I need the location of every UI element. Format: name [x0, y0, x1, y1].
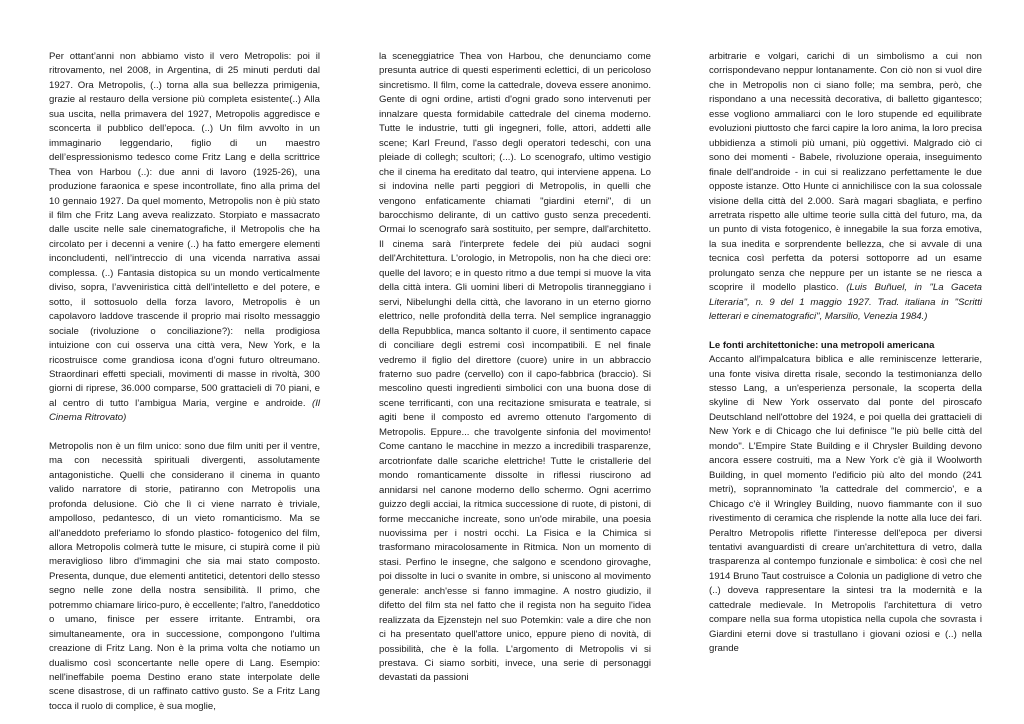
text-column-middle [379, 50, 651, 686]
section-heading: Le fonti architettoniche: una metropoli americana [709, 339, 935, 351]
paragraph-text: la sceneggiatrice Thea von Harbou, che denunciamo come presunta autrice di questi esperimenti eclettici, di un pericoloso sincretismo. Il film, come la cattedrale, doveva essere anonimo. Gente di ogni ordine, artisti d'ogni grado sono intervenuti per innalzare questa formidabile cattedrale del cinema moderno. Tutte le industrie, tutti gli ingegneri, folle, attori, addetti alle scene; Karl Freund, l'asso degli operatori tedeschi, con una pleiade di collegh; scultori; (...). Lo scenografo, ultimo vestigio che il cinema ha ereditato dal teatro, qui interviene appena. Lo si indovina nelle parti peggiori di Metropolis, in quelli che vengono enfaticamente chiamati "giardini eterni", di un barocchismo delirante, di un cattivo gusto senza precedenti. Ormai lo scenografo sarà sostituito, per sempre, dall'architetto. Il cinema sarà l'interprete fedele dei più audaci sogni dell'Architettura. L'orologio, in Metropolis, non ha che dieci ore: quelle del lavoro; e in questo ritmo a due tempi si muove la vita della città intera. Gli uomini liberi di Metropolis tiranneggiano i servi, Nibelunghi della città, che lavorano in un eterno giorno elettrico, nelle profondità della terra. Nel semplice ingranaggio della Repubblica, manca soltanto il cuore, il sentimento capace di conciliare degli estremi così incompatibili. E nel finale vedremo il figlio del direttore (cuore) unire in un abbraccio fraterno suo padre (cervello) con il capo-fabbrica (braccio). Si mescolino questi ingredienti simbolici con una buona dose di scene terrificanti, con una recitazione smisurata e teatrale, si agiti bene il composto ed avremo ottenuto l'argomento di Metropolis. Eppure... che travolgente sinfonia del movimento! Come cantano le macchine in mezzo a incredibili trasparenze, arcotrionfate dalle scariche elettriche! Tutte le cristallerie del mondo romanticamente dissolte in riflessi riuscirono ad annidarsi nel canone moderno dello schermo. Ogni acerrimo guizzo degli acciai, la ritmica successione di ruote, di pistoni, di forme meccaniche increate, sono un'ode mirabile, una poesia nuovissima per i nostri occhi. La Fisica e la Chimica si trasformano miracolosamente in Ritmica. Non un momento di stasi. Perfino le insegne, che salgono e scendono girovaghe, poi dissolte in luci o svanite in ombre, si uniscono al movimento generale: anch'esse si fanno immagine. A nostro giudizio, il difetto del film sta nel fatto che il regista non ha seguito l'idea realizzata da Ejzenstejn nel suo Potemkin: vale a dire che non ci ha presentato quell'attore unico, eppure pieno di novità, di possibilità, che è la folla. L'argomento di Metropolis vi si prestava. Ci siamo sorbiti, invece, una serie di personaggi devastati da passioni [379, 51, 651, 684]
paragraph [379, 50, 651, 686]
paragraph [709, 353, 982, 657]
citation: (Luis Buñuel, in "La Gaceta Literaria", n. 9 del 1 maggio 1927. Trad. italiana in "Scritti letterari e cinematografici", Marsilio, Venezia 1984.) [709, 282, 982, 323]
paragraph-text: arbitrarie e volgari, carichi di un simbolismo a cui non corrispondevano neppur lontanamente. Con ciò non si vuol dire che in Metropolis non ci siano folle; ma sembra, però, che rispondano a una necessità decorativa, di balletto gigantesco; esse vogliono ammaliarci con le loro stupende ed equilibrate evoluzioni piuttosto che farci capire la loro anima, la loro precisa ubbidienza a stimoli più umani, più oggettivi. Malgrado ciò ci sono dei momenti - Babele, rivoluzione operaia, inseguimento finale dell'androide - in cui si realizzano perfettamente le due opposte istanze. Otto Hunte ci annichilisce con la sua colossale visione della città del 2.000. Sarà magari sbagliata, e perfino arretrata rispetto alle ultime teorie sulla città del futuro, ma, da un punto di vista fotogenico, è innegabile la sua forza emotiva, la sua inedita e sorprendente bellezza, che si avvale di una tecnica così perfetta da potersi sottoporre ad un esame prolungato senza che neppure per un istante se ne riesca a scoprire il modello plastico. [709, 51, 982, 294]
citation: (Il Cinema Ritrovato) [49, 397, 320, 424]
text-column-left [49, 50, 320, 714]
paragraph [49, 440, 320, 715]
paragraph-text: Metropolis non è un film unico: sono due film uniti per il ventre, ma con necessità spirituali divergenti, assolutamente antagonistiche. Quelli che considerano il cinema in quanto valido narratore di storie, patiranno con Metropolis una profonda delusione. Ciò che lì ci viene narrato è triviale, ampolloso, pedantesco, di un vieto romanticismo. Ma se all'aneddoto preferiamo lo sfondo plastico- fotogenico del film, allora Metropolis colmerà tutte le misure, ci stupirà come il più meraviglioso libro d'immagini che sia mai stato composto. Presenta, dunque, due elementi antitetici, detentori dello stesso segno nelle zone della nostra sensibilità. Il primo, che potremmo chiamare lirico-puro, è eccellente; l'altro, l'aneddotico o umano, finisce per essere irritante. Entrambi, ora simultaneamente, ora in successione, compongono l'ultima creazione di Fritz Lang. Non è la prima volta che notiamo un dualismo così sconcertante nelle opere di Lang. Esempio: nell'ineffabile poema Destino erano state interpolate delle scene disastrose, di un raffinato cattivo gusto. Se a Fritz Lang tocca il ruolo di complice, è sua moglie, [49, 440, 320, 712]
paragraph-text: Per ottant’anni non abbiamo visto il vero Metropolis: poi il ritrovamento, nel 2008, in Argentina, di 25 minuti perduti dal 1927. Ora Metropolis, (..) torna alla sua bellezza primigenia, grazie al restauro della versione più completa esistente(..) Alla sua uscita, nella primavera del 1927, Metropolis aggredisce e sconcerta il pubblico dell’epoca. (..) Un film avvolto in un immaginario leggendario, figlio di un maestro dell’espressionismo tedesco come Fritz Lang e della scrittrice Thea von Harbou (..): due anni di lavoro (1925-26), una produzione faraonica e spese incontrollate, fino alla prima del 10 gennaio 1927. Da quel momento, Metropolis non è più stato il film che Fritz Lang aveva realizzato. Storpiato e massacrato dalle uscite nelle sale cinematografiche, il Metropolis che ha circolato per i decenni a venire (..) ha fatto emergere elementi inconcludenti, nell’intreccio di una vicenda narrativa assai complessa. (..) Fantasia distopica su un mondo verticalmente diviso, sopra, l’avveniristica città dell’intelletto e del potere, e sotto, il sottosuolo della forza lavoro, Metropolis è un capolavoro laddove trascende il proprio mai risolto messaggio sociale (rivoluzione o conciliazione?): nella prodigiosa intuizione con cui osserva una città vera, New York, e la ricostruisce come grandiosa icona d’ogni futuro oltreumano. Straordinari effetti speciali, movimenti di masse in rivoltà, 300 giorni di riprese, 36.000 comparse, 500 grattacieli di 70 piani, e al centro di tutto l’ambigua Maria, vergine e androide. [49, 51, 320, 409]
text-column-right [709, 50, 982, 657]
paragraph-text: Accanto all'impalcatura biblica e alle reminiscenze letterarie, una fonte visiva diretta risale, secondo la testimonianza dello stesso Lang, a un'esperienza personale, la scoperta della skyline di New York osservato dal ponte del piroscafo Deutschland nell'ottobre del 1924, e poi quella dei grattacieli di New York e di Chicago che lui definisce "le più belle città del mondo". L'Empire State Building e il Chrysler Building devono ancora essere costruiti, ma a New York c'è già il Woolworth Building, in quel momento l'edificio più alto del mondo (241 metri), soprannominato 'la cattedrale del commercio', e a Chicago c'è il Wringley Building, nuovo fiammante con il suo rivestimento di ceramica che risplende la notte alla luce dei fari. Peraltro Metropolis riflette l'interesse dell'epoca per diversi tentativi avanguardisti di creare un'architettura di vetro, dalla trasparenza al contempo funzionale e simbolica: è così che nel 1914 Bruno Taut costruisce a Colonia un padiglione di vetro che (..) doveva rappresentare la sintesi tra la modernità e la cattedrale medievale. In Metropolis l'architettura di vetro compare nella sua forma utopistica nella cupola che sovrasta i Giardini eterni dove si trastullano i giovani oziosi e (..) nella grande [709, 354, 982, 655]
paragraph [709, 50, 982, 325]
paragraph [49, 50, 320, 426]
